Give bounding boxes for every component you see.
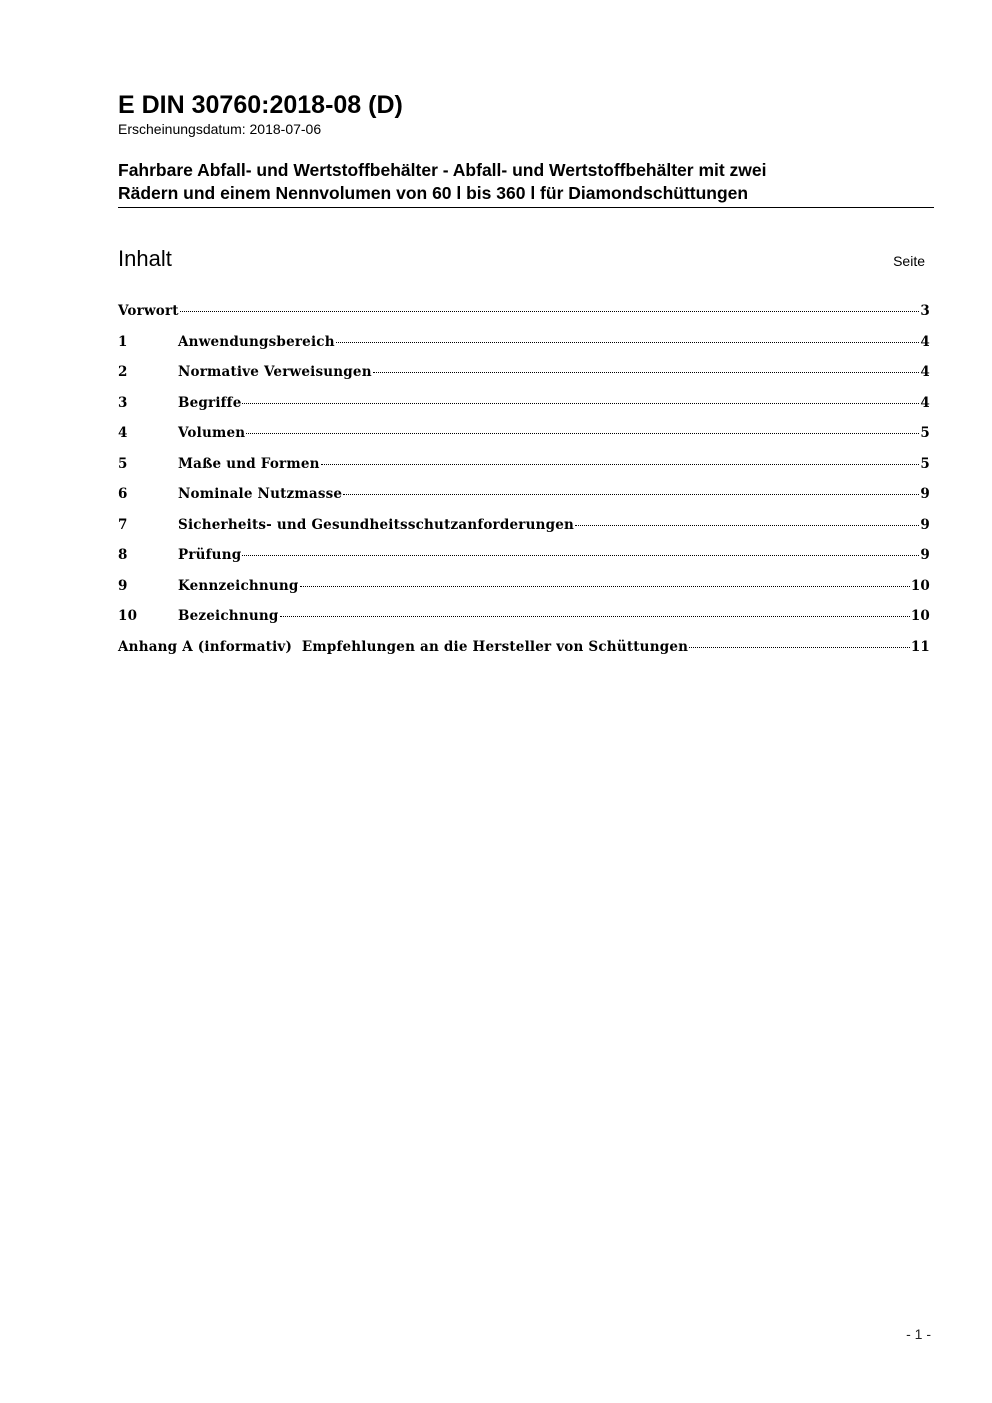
document-title — [118, 159, 934, 208]
toc-entry-number: 4 — [118, 425, 128, 441]
toc-entry-number: 6 — [118, 486, 128, 502]
page-number: - 1 - — [906, 1326, 931, 1342]
toc-entry-page: 9 — [920, 486, 930, 502]
toc-entry-6[interactable] — [118, 483, 930, 514]
toc-dot-leader — [242, 555, 919, 556]
toc-entry-page: 9 — [920, 516, 930, 533]
toc-entry-text: Maße und Formen — [178, 455, 320, 472]
toc-entry-text: Anwendungsbereich — [178, 333, 335, 350]
document-title-line-2: Rädern und einem Nennvolumen von 60 l bis 360 l für Diamondschüttungen — [118, 183, 749, 203]
toc-dot-leader — [242, 403, 919, 404]
toc-dot-leader — [373, 372, 920, 373]
toc-entry-number: 7 — [118, 516, 128, 533]
toc-dot-leader — [246, 433, 919, 434]
toc-dot-leader — [575, 525, 919, 526]
toc-entry-vorwort[interactable] — [118, 300, 930, 331]
toc-entry-text: Bezeichnung — [178, 608, 279, 624]
toc-entry-number: 8 — [118, 547, 128, 563]
toc-entry-page: 11 — [910, 638, 930, 655]
toc-entry-text: Volumen — [178, 425, 246, 441]
toc-entry-10[interactable] — [118, 605, 930, 636]
toc-entry-2[interactable] — [118, 361, 930, 392]
toc-entry-text: Kennzeichnung — [178, 577, 299, 594]
toc-entry-text: Anhang A (informativ) Empfehlungen an die Hersteller von Schüttungen — [118, 638, 689, 655]
toc-entry-number: 5 — [118, 455, 128, 472]
toc-dot-leader — [280, 616, 910, 617]
toc-entry-page: 4 — [920, 364, 930, 380]
toc-dot-leader — [336, 342, 920, 343]
document-title-line-1: Fahrbare Abfall- und Wertstoffbehälter - Abfall- und Wertstoffbehälter mit zwei — [118, 160, 767, 180]
toc-dot-leader — [300, 586, 910, 587]
toc-entry-text: Prüfung — [178, 547, 242, 563]
toc-entry-number: 9 — [118, 577, 128, 594]
toc-entry-page: 3 — [920, 303, 930, 319]
toc-entry-5[interactable] — [118, 453, 930, 484]
toc-page-column-label: Seite — [893, 253, 925, 269]
toc-entry-page: 4 — [920, 394, 930, 411]
toc-heading: Inhalt — [118, 246, 172, 271]
toc-entry-8[interactable] — [118, 544, 930, 575]
toc-entry-text: Nominale Nutzmasse — [178, 486, 343, 502]
toc-entry-9[interactable] — [118, 575, 930, 606]
toc-entry-text: Normative Verweisungen — [178, 364, 372, 380]
toc-entry-number: 10 — [118, 608, 138, 624]
toc-entry-page: 10 — [910, 608, 930, 624]
toc-entry-1[interactable] — [118, 331, 930, 362]
toc-entry-page: 10 — [910, 577, 930, 594]
table-of-contents — [118, 300, 930, 666]
toc-entry-annex-a[interactable] — [118, 636, 930, 667]
publication-date: Erscheinungsdatum: 2018-07-06 — [118, 121, 322, 137]
toc-entry-4[interactable] — [118, 422, 930, 453]
toc-entry-text: Begriffe — [178, 394, 242, 411]
toc-dot-leader — [689, 647, 910, 648]
toc-entry-text: Vorwort — [118, 303, 179, 319]
document-id: E DIN 30760:2018-08 (D) — [118, 91, 403, 119]
toc-entry-page: 4 — [920, 333, 930, 350]
toc-dot-leader — [180, 311, 920, 312]
toc-entry-number: 3 — [118, 394, 128, 411]
toc-entry-page: 9 — [920, 547, 930, 563]
toc-entry-page: 5 — [920, 455, 930, 472]
toc-entry-page: 5 — [920, 425, 930, 441]
toc-entry-text: Sicherheits- und Gesundheitsschutzanforderungen — [178, 516, 575, 533]
toc-entry-number: 1 — [118, 333, 128, 350]
toc-entry-number: 2 — [118, 364, 128, 380]
toc-entry-3[interactable] — [118, 392, 930, 423]
toc-dot-leader — [321, 464, 920, 465]
toc-dot-leader — [343, 494, 919, 495]
toc-entry-7[interactable] — [118, 514, 930, 545]
